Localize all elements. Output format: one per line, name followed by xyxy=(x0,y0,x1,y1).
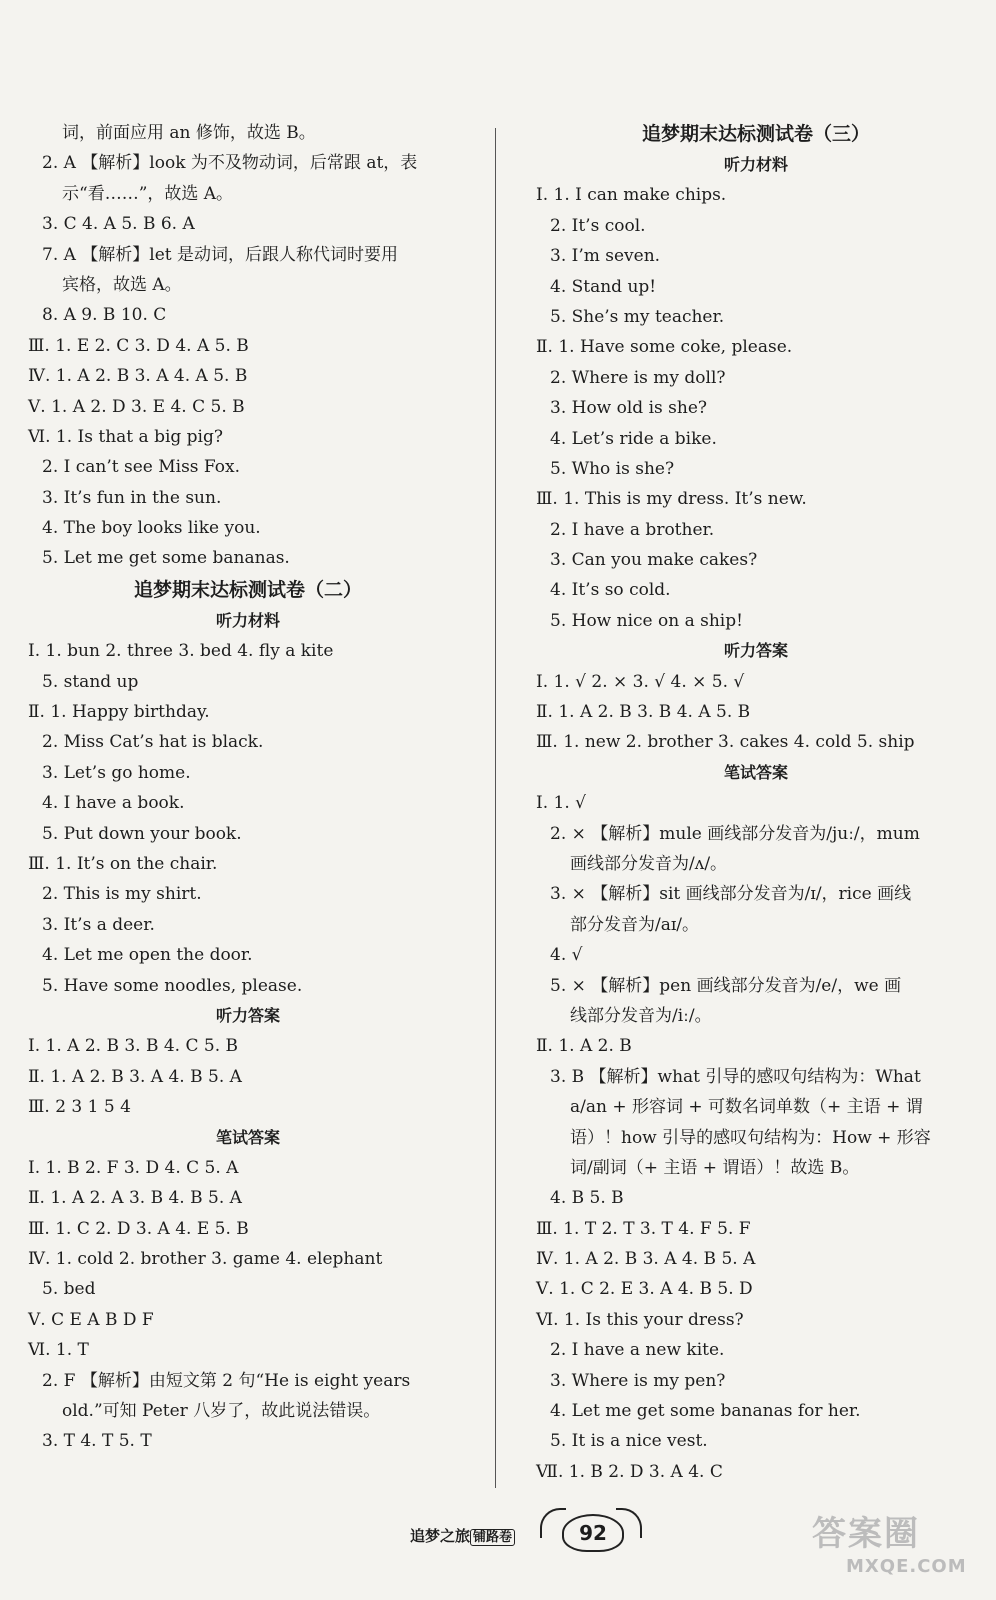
answer-line: old.”可知 Peter 八岁了，故此说法错误。 xyxy=(62,1401,381,1422)
answer-line: 2. I have a new kite. xyxy=(550,1340,725,1361)
answer-line: Ⅴ. 1. C 2. E 3. A 4. B 5. D xyxy=(536,1279,753,1300)
answer-line: 2. F 【解析】由短文第 2 句“He is eight years xyxy=(42,1370,411,1391)
answer-line: 4. Let me get some bananas for her. xyxy=(550,1401,861,1422)
left-column xyxy=(28,118,468,1457)
answer-line: 2. A 【解析】look 为不及物动词，后常跟 at，表 xyxy=(42,153,418,174)
answer-line: Ⅰ. 1. √ 2. × 3. √ 4. × 5. √ xyxy=(536,671,745,692)
answer-line: 4. √ xyxy=(550,945,583,966)
answer-line: Ⅴ. C E A B D F xyxy=(28,1309,154,1330)
answer-line: 2. It’s cool. xyxy=(550,215,646,236)
answer-line: Ⅰ. 1. B 2. F 3. D 4. C 5. A xyxy=(28,1157,239,1178)
answer-line: Ⅰ. 1. I can make chips. xyxy=(536,185,727,206)
answer-line: Ⅲ. 1. E 2. C 3. D 4. A 5. B xyxy=(28,335,249,356)
answer-line: 5. Let me get some bananas. xyxy=(42,548,290,569)
answer-line: Ⅵ. 1. Is this your dress? xyxy=(536,1309,744,1330)
answer-line: 2. I have a brother. xyxy=(550,519,715,540)
section-subheading: 笔试答案 xyxy=(215,1127,280,1147)
answer-line: Ⅲ. 2 3 1 5 4 xyxy=(28,1097,131,1118)
answer-line: 4. The boy looks like you. xyxy=(42,518,261,539)
section-subheading: 听力答案 xyxy=(723,641,788,661)
answer-line: 4. Let’s ride a bike. xyxy=(550,428,717,449)
watermark xyxy=(796,1506,976,1586)
answer-line: Ⅳ. 1. A 2. B 3. A 4. B 5. A xyxy=(536,1249,756,1270)
answer-line: 3. T 4. T 5. T xyxy=(42,1431,152,1452)
answer-line: 4. I have a book. xyxy=(42,793,185,814)
answer-line: 宾格，故选 A。 xyxy=(62,274,182,295)
answer-line: 5. stand up xyxy=(42,671,139,692)
answer-line: 3. B 【解析】what 引导的感叹句结构为：What xyxy=(550,1066,921,1087)
answer-line: Ⅵ. 1. T xyxy=(28,1340,89,1361)
answer-line: 3. I’m seven. xyxy=(550,246,661,267)
answer-line: 3. It’s fun in the sun. xyxy=(42,487,222,508)
answer-line: 4. Stand up! xyxy=(550,276,657,297)
answer-line: 2. Miss Cat’s hat is black. xyxy=(42,732,264,753)
answer-line: 4. Let me open the door. xyxy=(42,945,253,966)
answer-line: 部分发音为/aɪ/。 xyxy=(570,914,700,935)
answer-line: Ⅶ. 1. B 2. D 3. A 4. C xyxy=(536,1461,723,1482)
answer-line: 词/副词（+ 主语 + 谓语）！故选 B。 xyxy=(570,1157,860,1178)
answer-line: 3. Where is my pen? xyxy=(550,1370,726,1391)
answer-line: 2. Where is my doll? xyxy=(550,367,726,388)
answer-line: Ⅱ. 1. Have some coke, please. xyxy=(536,337,793,358)
section-subheading: 听力答案 xyxy=(215,1005,280,1025)
answer-line: 2. × 【解析】mule 画线部分发音为/juː/，mum xyxy=(550,823,920,844)
answer-line: 画线部分发音为/ʌ/。 xyxy=(570,853,728,874)
answer-line: Ⅰ. 1. bun 2. three 3. bed 4. fly a kite xyxy=(28,641,334,662)
answer-line: 4. It’s so cold. xyxy=(550,580,671,601)
answer-line: 5. She’s my teacher. xyxy=(550,306,725,327)
answer-line: 3. C 4. A 5. B 6. A xyxy=(42,214,195,235)
answer-line: Ⅴ. 1. A 2. D 3. E 4. C 5. B xyxy=(28,396,245,417)
brand-box: 铺路卷 xyxy=(470,1529,515,1546)
answer-line: 2. I can’t see Miss Fox. xyxy=(42,457,241,478)
answer-line: Ⅱ. 1. A 2. B 3. B 4. A 5. B xyxy=(536,702,751,723)
section-subheading: 笔试答案 xyxy=(723,762,788,782)
page-number: 92 xyxy=(562,1514,624,1552)
answer-line: 3. Let’s go home. xyxy=(42,762,191,783)
answer-line: 线部分发音为/iː/。 xyxy=(570,1005,712,1026)
column-divider xyxy=(495,128,496,1488)
answer-line: 2. This is my shirt. xyxy=(42,884,202,905)
answer-line: Ⅲ. 1. C 2. D 3. A 4. E 5. B xyxy=(28,1218,249,1239)
answer-line: a/an + 形容词 + 可数名词单数（+ 主语 + 谓 xyxy=(570,1097,923,1118)
answer-line: Ⅲ. 1. new 2. brother 3. cakes 4. cold 5. ship xyxy=(536,732,915,753)
answer-line: 5. Put down your book. xyxy=(42,823,242,844)
answer-line: Ⅵ. 1. Is that a big pig? xyxy=(28,426,223,447)
answer-line: 7. A 【解析】let 是动词，后跟人称代词时要用 xyxy=(42,244,399,265)
answer-line: 5. bed xyxy=(42,1279,96,1300)
answer-line: 5. Have some noodles, please. xyxy=(42,975,303,996)
section-heading: 追梦期末达标测试卷（二） xyxy=(133,578,362,601)
answer-line: Ⅳ. 1. A 2. B 3. A 4. A 5. B xyxy=(28,366,248,387)
answer-line: Ⅰ. 1. √ xyxy=(536,793,586,814)
watermark-top: 答案圈 xyxy=(812,1514,920,1554)
answer-line: 3. Can you make cakes? xyxy=(550,550,758,571)
answer-line: Ⅲ. 1. T 2. T 3. T 4. F 5. F xyxy=(536,1218,751,1239)
answer-line: Ⅱ. 1. A 2. B 3. A 4. B 5. A xyxy=(28,1066,242,1087)
answer-line: 4. B 5. B xyxy=(550,1188,624,1209)
section-subheading: 听力材料 xyxy=(723,155,788,174)
answer-line: 示“看……”，故选 A。 xyxy=(62,183,234,204)
answer-line: 5. How nice on a ship! xyxy=(550,610,743,631)
section-heading: 追梦期末达标测试卷（三） xyxy=(641,123,870,145)
answer-line: 8. A 9. B 10. C xyxy=(42,305,167,326)
answer-line: 3. How old is she? xyxy=(550,398,708,419)
answer-line: Ⅲ. 1. It’s on the chair. xyxy=(28,853,218,874)
answer-line: 3. × 【解析】sit 画线部分发音为/ɪ/，rice 画线 xyxy=(550,884,912,905)
answer-line: 5. × 【解析】pen 画线部分发音为/e/，we 画 xyxy=(550,975,902,996)
answer-line: Ⅳ. 1. cold 2. brother 3. game 4. elephant xyxy=(28,1249,383,1270)
answer-line: 5. It is a nice vest. xyxy=(550,1431,708,1452)
answer-line: 语）！how 引导的感叹句结构为：How + 形容 xyxy=(570,1127,931,1148)
answer-line: Ⅱ. 1. A 2. A 3. B 4. B 5. A xyxy=(28,1188,242,1209)
answer-line: Ⅰ. 1. A 2. B 3. B 4. C 5. B xyxy=(28,1036,239,1057)
answer-line: Ⅲ. 1. This is my dress. It’s new. xyxy=(536,489,807,510)
answer-line: Ⅱ. 1. A 2. B xyxy=(536,1036,632,1057)
answer-line: Ⅱ. 1. Happy birthday. xyxy=(28,702,210,723)
answer-line: 3. It’s a deer. xyxy=(42,914,155,935)
answer-line: 词，前面应用 an 修饰，故选 B。 xyxy=(62,123,316,143)
brand-name: 追梦之旅 xyxy=(410,1527,471,1545)
footer-brand xyxy=(410,1525,515,1546)
right-column xyxy=(536,118,976,1487)
watermark-bottom: MXQE.COM xyxy=(846,1556,967,1577)
answer-line: 5. Who is she? xyxy=(550,458,675,479)
section-subheading: 听力材料 xyxy=(215,610,280,630)
